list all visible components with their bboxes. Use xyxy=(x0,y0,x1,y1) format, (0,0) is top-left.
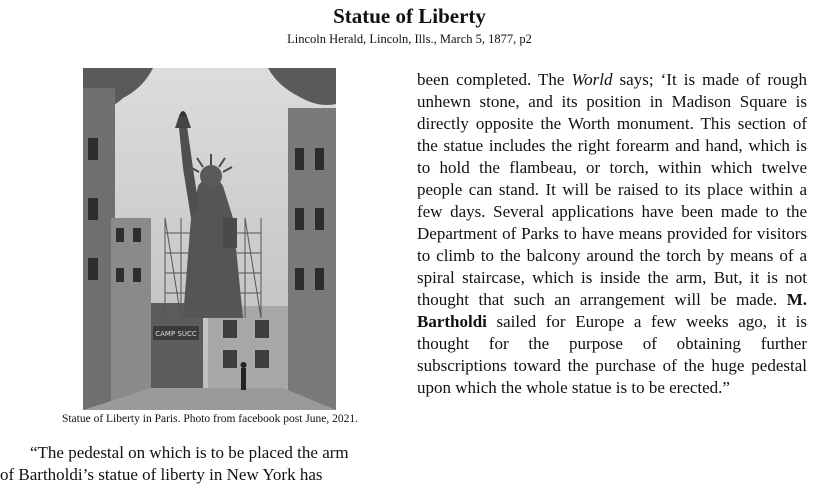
bartholdi-name: M. Bartholdi xyxy=(417,290,807,331)
statue-photo xyxy=(83,68,336,410)
left-line-1: “The pedestal on which is to be placed the arm xyxy=(30,443,349,462)
right-text-part-1: been completed. The xyxy=(417,70,572,89)
right-paragraph xyxy=(417,69,807,399)
world-newspaper-name: World xyxy=(571,70,613,89)
article-source: Lincoln Herald, Lincoln, Ills., March 5, 1877, p2 xyxy=(287,32,532,46)
photo-sign: CAMP SUCC xyxy=(155,330,197,338)
photo-caption: Statue of Liberty in Paris. Photo from facebook post June, 2021. xyxy=(61,413,359,425)
left-column-text xyxy=(0,442,390,486)
left-line-2: of Bartholdi’s statue of liberty in New York has xyxy=(0,465,323,484)
article-title: Statue of Liberty xyxy=(333,4,486,28)
right-text-part-2: says; ‘It is made of rough unhewn stone, and its position in Madison Square is directly opposite the Worth monument. This section of the statue includes the right forearm and hand, which is to hold the flambeau, or torch, within which twelve people can stand. It will be raised to its place within a few days. Several applications have been made to the Department of Parks to have means provided for visitors to climb to the balcony around the torch by means of a spiral staircase, which is inside the arm, But, it is not thought that such an arrangement will be made. xyxy=(417,70,807,309)
right-column-text xyxy=(417,69,807,399)
right-text-part-3: sailed for Europe a few weeks ago, it is thought for the purpose of obtaining further subscriptions toward the purchase of the huge pedestal upon which the whole statue is to be erected.” xyxy=(417,312,807,397)
